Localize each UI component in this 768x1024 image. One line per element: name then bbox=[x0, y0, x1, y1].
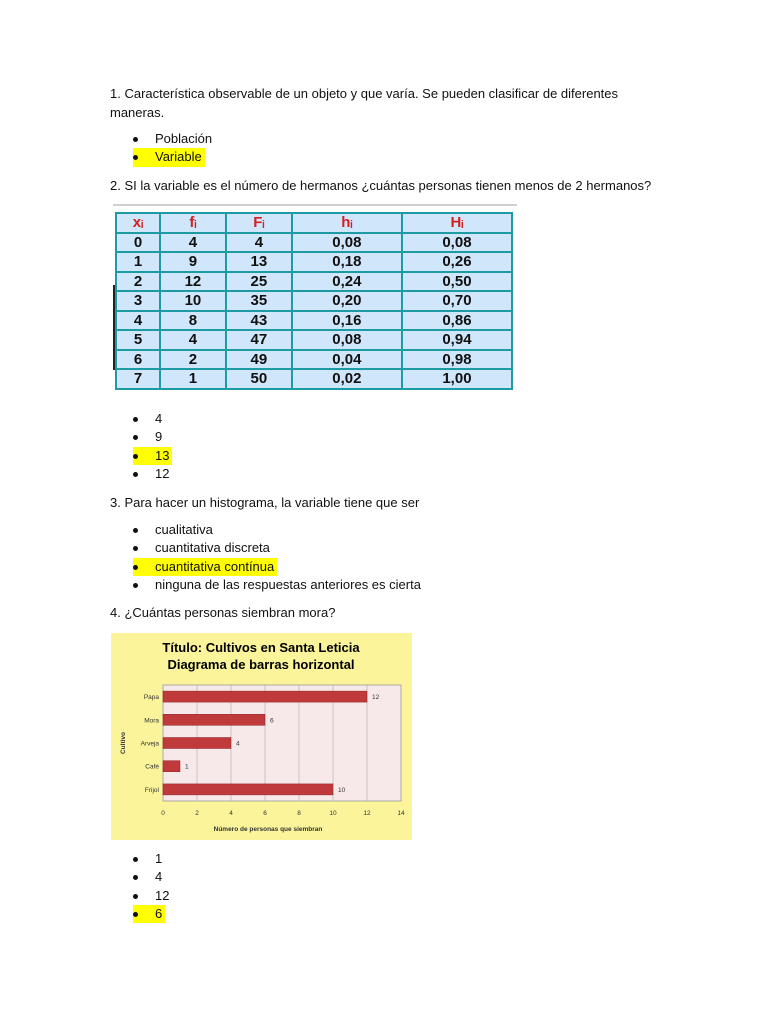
table-cell: 0,02 bbox=[292, 369, 402, 389]
option-item bbox=[133, 428, 165, 446]
table-cell: 0,08 bbox=[292, 233, 402, 253]
table-cell: 25 bbox=[226, 272, 292, 292]
data-label: 6 bbox=[270, 717, 274, 725]
table-cell: 3 bbox=[116, 291, 160, 311]
table-cell: 1 bbox=[116, 252, 160, 272]
table-row bbox=[116, 291, 512, 311]
chart-subtitle: Diagrama de barras horizontal bbox=[167, 657, 355, 672]
table-cell: 0,20 bbox=[292, 291, 402, 311]
option-item bbox=[133, 868, 165, 886]
bullet-icon bbox=[133, 155, 138, 160]
bullet-icon bbox=[133, 435, 138, 440]
frequency-table bbox=[115, 212, 513, 390]
table-row bbox=[116, 233, 512, 253]
bullet-icon bbox=[133, 137, 138, 142]
y-tick-label: Arveja bbox=[140, 740, 159, 748]
table-row bbox=[116, 350, 512, 370]
bullet-icon bbox=[133, 894, 138, 899]
question-2-text: 2. SI la variable es el número de hermanos ¿cuántas personas tienen menos de 2 hermanos? bbox=[110, 178, 652, 193]
table-cell: 13 bbox=[226, 252, 292, 272]
option-label: 12 bbox=[155, 465, 170, 481]
question-3-text: 3. Para hacer un histograma, la variable tiene que ser bbox=[110, 495, 420, 510]
table-cell: 35 bbox=[226, 291, 292, 311]
table-cell: 0,94 bbox=[402, 330, 512, 350]
table-cell: 0,08 bbox=[292, 330, 402, 350]
x-tick-label: 6 bbox=[263, 810, 267, 817]
table-cell: 49 bbox=[226, 350, 292, 370]
option-label: cuantitativa discreta bbox=[155, 540, 270, 556]
question-4-options bbox=[133, 850, 172, 923]
option-label: cuantitativa contínua bbox=[155, 558, 275, 574]
y-tick-label: Frijol bbox=[144, 786, 159, 794]
option-label: 9 bbox=[155, 429, 163, 445]
y-axis-label: Cultivo bbox=[120, 731, 127, 755]
table-header-cell: xᵢ bbox=[116, 213, 160, 233]
x-tick-label: 4 bbox=[229, 810, 233, 817]
table-cell: 43 bbox=[226, 311, 292, 331]
x-tick-label: 10 bbox=[329, 810, 337, 817]
bar-chart-cultivos bbox=[111, 633, 412, 840]
bullet-icon bbox=[133, 454, 138, 459]
x-tick-label: 12 bbox=[363, 810, 371, 817]
bullet-icon bbox=[133, 528, 138, 533]
table-row bbox=[116, 252, 512, 272]
bar bbox=[163, 691, 367, 702]
table-header-cell: fᵢ bbox=[160, 213, 226, 233]
table-header-cell: Hᵢ bbox=[402, 213, 512, 233]
table-cell: 4 bbox=[160, 233, 226, 253]
table-header-cell: hᵢ bbox=[292, 213, 402, 233]
table-cell: 0,04 bbox=[292, 350, 402, 370]
table-header-row bbox=[116, 213, 512, 233]
table-cell: 12 bbox=[160, 272, 226, 292]
table-cell: 4 bbox=[226, 233, 292, 253]
option-item bbox=[133, 148, 205, 166]
question-2-options bbox=[133, 410, 172, 483]
table-cell: 8 bbox=[160, 311, 226, 331]
table-cell: 0,70 bbox=[402, 291, 512, 311]
table-cell: 9 bbox=[160, 252, 226, 272]
option-item bbox=[133, 130, 215, 148]
question-1-text: 1. Característica observable de un objeto y que varía. Se pueden clasificar de diferentes maneras. bbox=[110, 86, 619, 120]
table-top-border bbox=[113, 204, 517, 206]
y-tick-label: Papa bbox=[143, 694, 159, 702]
question-4-text: 4. ¿Cuántas personas siembran mora? bbox=[110, 605, 336, 620]
table-cell: 4 bbox=[116, 311, 160, 331]
option-label: 6 bbox=[155, 905, 163, 921]
option-label: 12 bbox=[155, 887, 170, 903]
bar-chart-svg bbox=[111, 633, 412, 840]
option-item bbox=[133, 447, 172, 465]
option-label: 1 bbox=[155, 851, 163, 866]
bar bbox=[163, 738, 231, 749]
option-item bbox=[133, 521, 216, 539]
table-cell: 2 bbox=[116, 272, 160, 292]
bullet-icon bbox=[133, 546, 138, 551]
table-body bbox=[116, 233, 512, 389]
table-cell: 2 bbox=[160, 350, 226, 370]
data-label: 10 bbox=[338, 786, 346, 794]
option-label: 13 bbox=[155, 447, 170, 463]
table-cell: 0,98 bbox=[402, 350, 512, 370]
table-cell: 6 bbox=[116, 350, 160, 370]
data-label: 1 bbox=[185, 763, 189, 771]
table-cell: 0,26 bbox=[402, 252, 512, 272]
option-item bbox=[133, 850, 165, 868]
bullet-icon bbox=[133, 565, 138, 570]
option-label: cualitativa bbox=[155, 522, 213, 537]
bar bbox=[163, 784, 333, 795]
table-cell: 1 bbox=[160, 369, 226, 389]
data-label: 4 bbox=[236, 740, 240, 748]
x-tick-label: 0 bbox=[161, 810, 165, 817]
option-label: Variable bbox=[155, 149, 202, 165]
table-row bbox=[116, 311, 512, 331]
x-tick-label: 2 bbox=[195, 810, 199, 817]
option-label: 4 bbox=[155, 869, 163, 885]
table-cell: 0,50 bbox=[402, 272, 512, 292]
table-cell: 47 bbox=[226, 330, 292, 350]
x-tick-label: 14 bbox=[397, 810, 405, 817]
bullet-icon bbox=[133, 472, 138, 477]
option-item bbox=[133, 558, 277, 576]
bullet-icon bbox=[133, 875, 138, 880]
table-cell: 0,86 bbox=[402, 311, 512, 331]
x-axis-label: Número de personas que siembran bbox=[213, 826, 323, 833]
table-cell: 50 bbox=[226, 369, 292, 389]
table-cell: 1,00 bbox=[402, 369, 512, 389]
option-item bbox=[133, 576, 424, 594]
table-cell: 10 bbox=[160, 291, 226, 311]
table-cell: 0,24 bbox=[292, 272, 402, 292]
table-cell: 0,08 bbox=[402, 233, 512, 253]
bullet-icon bbox=[133, 417, 138, 422]
table-cell: 0,18 bbox=[292, 252, 402, 272]
bullet-icon bbox=[133, 857, 138, 862]
chart-title: Título: Cultivos en Santa Leticia bbox=[162, 640, 360, 655]
bullet-icon bbox=[133, 583, 138, 588]
option-label: ninguna de las respuestas anteriores es cierta bbox=[155, 576, 421, 592]
table-row bbox=[116, 272, 512, 292]
table-cell: 7 bbox=[116, 369, 160, 389]
table-cell: 5 bbox=[116, 330, 160, 350]
option-item bbox=[133, 539, 273, 557]
table-cell: 0,16 bbox=[292, 311, 402, 331]
table-row bbox=[116, 330, 512, 350]
table-cell: 0 bbox=[116, 233, 160, 253]
bullet-icon bbox=[133, 912, 138, 917]
question-1-options bbox=[133, 130, 215, 167]
table-row bbox=[116, 369, 512, 389]
option-label: 4 bbox=[155, 411, 163, 426]
option-item bbox=[133, 410, 165, 428]
bar bbox=[163, 761, 180, 772]
option-label: Población bbox=[155, 131, 213, 146]
data-label: 12 bbox=[372, 694, 380, 702]
question-3-options bbox=[133, 521, 424, 594]
y-tick-label: Mora bbox=[144, 717, 159, 725]
y-tick-label: Café bbox=[145, 763, 159, 771]
bar bbox=[163, 714, 265, 725]
option-item bbox=[133, 887, 172, 905]
x-tick-label: 8 bbox=[297, 810, 301, 817]
option-item bbox=[133, 465, 172, 483]
table-cell: 4 bbox=[160, 330, 226, 350]
table-header-cell: Fᵢ bbox=[226, 213, 292, 233]
option-item bbox=[133, 905, 165, 923]
